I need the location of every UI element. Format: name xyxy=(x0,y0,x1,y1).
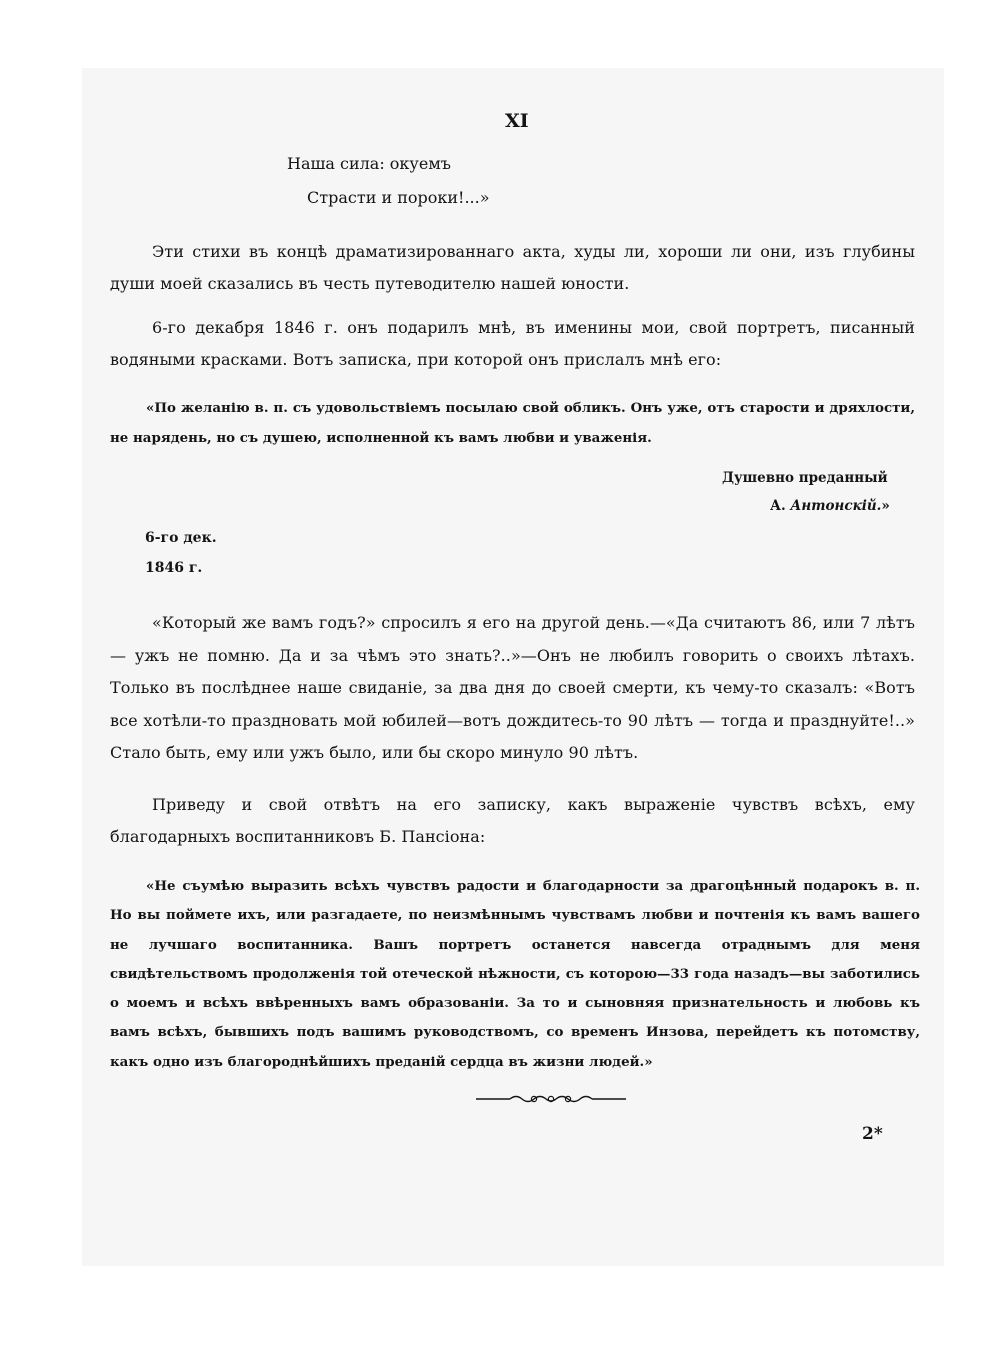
signature-name xyxy=(770,498,890,514)
date-line-1: 6-го дек. xyxy=(145,530,217,546)
poem-line-2: Страсти и пороки!...» xyxy=(307,188,490,207)
paragraph-4: Приведу и свой отвѣтъ на его записку, какъ выраженіе чувствъ всѣхъ, ему благодарныхъ воспитанниковъ Б. Пансіона: xyxy=(110,795,915,846)
paragraph-2: 6-го декабря 1846 г. онъ подарилъ мнѣ, въ именины мои, свой портретъ, писанный водяными красками. Вотъ записка, при которой онъ прислалъ мнѣ его: xyxy=(110,318,915,369)
paragraph-1: Эти стихи въ концѣ драматизированнаго акта, худы ли, хороши ли они, изъ глубины души моей сказались въ честь путеводителю нашей юности. xyxy=(110,242,915,293)
signature-mark: 2* xyxy=(862,1124,883,1144)
page-header: XI xyxy=(505,110,529,132)
poem-line-1: Наша сила: окуемъ xyxy=(287,154,451,173)
signature-surname: Антонскій. xyxy=(790,498,882,514)
date-line-2: 1846 г. xyxy=(145,560,203,576)
paragraph-3: «Который же вамъ годъ?» спросилъ я его на другой день.—«Да считаютъ 86, или 7 лѣтъ— ужъ не помню. Да и за чѣмъ это знать?..»—Онъ не любилъ говорить о своихъ лѣтахъ. Только въ послѣднее наше свиданіе, за два дня до своей смерти, къ чему-то сказалъ: «Вотъ все хотѣли-то праздновать мой юбилей—вотъ дождитесь-то 90 лѣтъ — тогда и празднуйте!..» Стало быть, ему или ужъ было, или бы скоро минуло 90 лѣтъ. xyxy=(110,613,915,762)
ornament-divider xyxy=(476,1089,626,1109)
signature-initial: А. xyxy=(770,498,786,514)
signature-closing: Душевно преданный xyxy=(722,470,888,486)
signature-quote-close: » xyxy=(881,498,890,514)
note-quote: «По желанію в. п. съ удовольствіемъ посылаю свой обликъ. Онъ уже, отъ старости и дряхлости, не нарядень, но съ душею, исполненной къ вамъ любви и уваженія. xyxy=(110,400,915,446)
reply-quote: «Не съумѣю выразить всѣхъ чувствъ радости и благодарности за драгоцѣнный подарокъ в. п. Но вы поймете ихъ, или разгадаете, по неизмѣннымъ чувствамъ любви и почтенія къ вамъ вашего не лучшаго воспитанника. Вашъ портретъ останется навсегда отраднымъ для меня свидѣтельствомъ продолженія той отеческой нѣжности, съ которою—33 года назадъ—вы заботились о моемъ и всѣхъ ввѣренныхъ вамъ образованіи. За то и сыновняя признательность и любовь къ вамъ всѣхъ, бывшихъ подъ вашимъ руководствомъ, со временъ Инзова, перейдетъ къ потомству, какъ одно изъ благороднѣйшихъ преданій сердца въ жизни людей.» xyxy=(110,878,920,1070)
